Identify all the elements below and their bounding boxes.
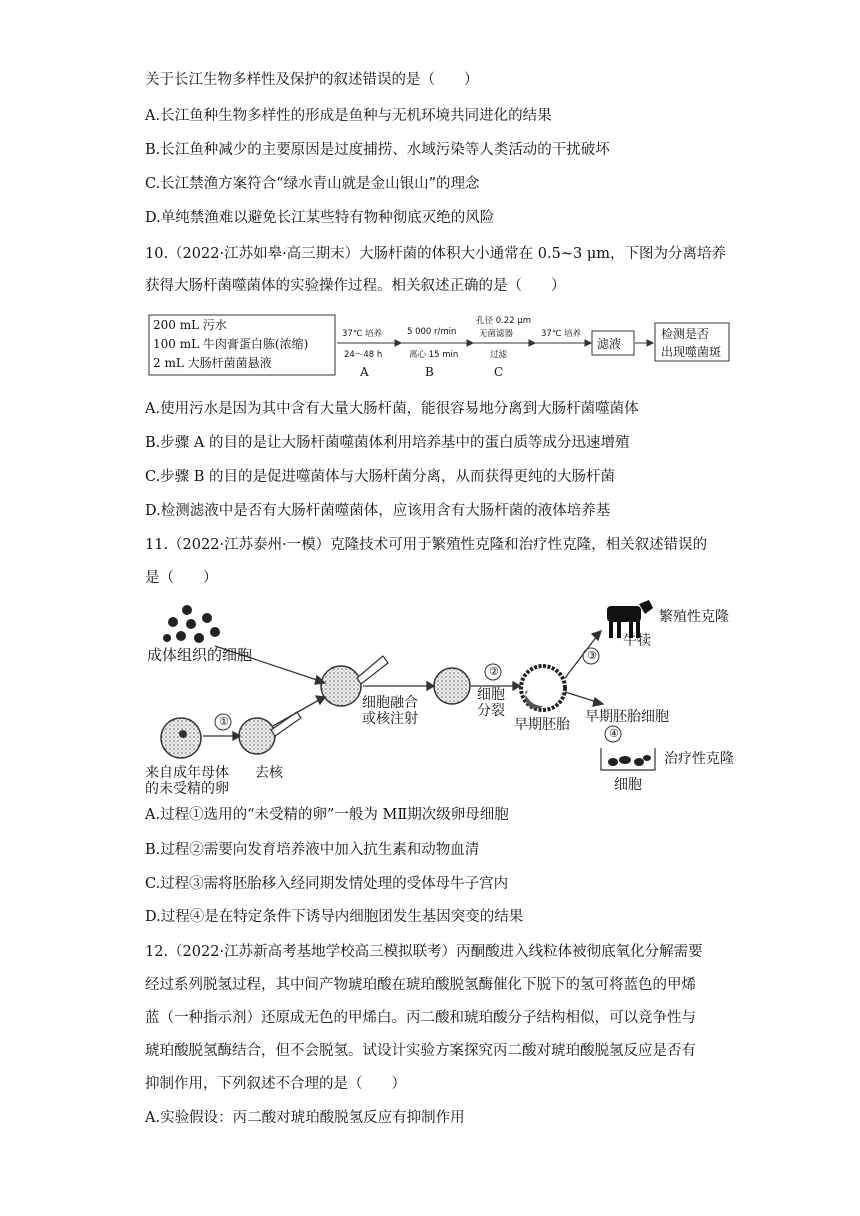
q9-stem: 关于长江生物多样性及保护的叙述错误的是（ ） <box>145 72 479 88</box>
q10-input-line-2: 100 mL 牛肉膏蛋白胨(浓缩) <box>153 337 309 351</box>
q10-step-b-letter: B <box>425 365 434 379</box>
step-3-number: ③ <box>587 649 597 662</box>
step-2-number: ② <box>489 665 499 678</box>
q10-step-c-pore: 孔径 0.22 μm <box>476 316 532 326</box>
therapeutic-cloning-label: 治疗性克隆 <box>664 751 734 767</box>
q10-option-b: B.步骤 A 的目的是让大肠杆菌噬菌体利用培养基中的蛋白质等成分迅速增殖 <box>145 435 630 451</box>
q11-option-c: C.过程③需将胚胎移入经同期发情处理的受体母牛子宫内 <box>145 876 509 892</box>
q10-step-c-filter: 无菌滤器 <box>479 329 514 339</box>
step-1-number: ① <box>219 715 229 728</box>
q9-option-a: A.长江鱼种生物多样性的形成是鱼种与无机环境共同进化的结果 <box>145 108 552 124</box>
egg-cell-icon <box>161 718 201 758</box>
q12-stem-line-2: 经过系列脱氢过程，其中间产物琥珀酸在琥珀酸脱氢酶催化下脱下的氢可将蓝色的甲烯 <box>145 977 696 993</box>
q10-step-a-letter: A <box>360 365 369 379</box>
q10-step-a-time: 24～48 h <box>344 350 383 360</box>
q11-stem-line-2: 是（ ） <box>145 570 218 586</box>
cells-label: 细胞 <box>614 777 642 793</box>
q11-option-d: D.过程④是在特定条件下诱导内细胞团发生基因突变的结果 <box>145 909 524 925</box>
q11-stem-line-1: 11.（2022·江苏泰州·一模）克隆技术可用于繁殖性克隆和治疗性克隆，相关叙述错误的 <box>145 537 708 553</box>
q12-stem-line-1: 12.（2022·江苏新高考基地学校高三模拟联考）丙酮酸进入线粒体被彻底氧化分解需要 <box>145 944 703 960</box>
division-label-line-1: 细胞 <box>477 687 505 703</box>
calf-label: 牛犊 <box>623 633 651 649</box>
q10-stem-line-2: 获得大肠杆菌噬菌体的实验操作过程。相关叙述正确的是（ ） <box>145 278 566 294</box>
egg-label-line-1: 来自成年母体 <box>145 765 229 781</box>
q10-input-line-1: 200 mL 污水 <box>153 318 227 332</box>
q12-option-a: A.实验假设：丙二酸对琥珀酸脱氢反应有抑制作用 <box>145 1110 465 1126</box>
q9-option-b: B.长江鱼种减少的主要原因是过度捕捞、水域污染等人类活动的干扰破坏 <box>145 142 610 158</box>
q10-step-b-time: 离心 15 min <box>409 350 459 360</box>
division-label-line-2: 分裂 <box>477 703 505 719</box>
q10-step-a-condition: 37℃ 培养 <box>342 329 383 339</box>
q10-step-c-action: 过滤 <box>490 350 508 360</box>
fusion-label-line-1: 细胞融合 <box>362 695 418 711</box>
q11-figure <box>145 596 750 797</box>
culture-dish-icon <box>601 748 655 770</box>
q10-option-c: C.步骤 B 的目的是促进噬菌体与大肠杆菌分离，从而获得更纯的大肠杆菌 <box>145 469 616 485</box>
q11-option-b: B.过程②需要向发育培养液中加入抗生素和动物血清 <box>145 842 480 858</box>
q11-option-a: A.过程①选用的“未受精的卵”一般为 MⅡ期次级卵母细胞 <box>145 807 509 823</box>
enucleate-label: 去核 <box>255 765 283 781</box>
q9-option-c: C.长江禁渔方案符合“绿水青山就是金山银山”的理念 <box>145 176 480 192</box>
dividing-cell-icon <box>434 668 470 704</box>
reproductive-cloning-label: 繁殖性克隆 <box>659 609 729 625</box>
q10-option-d: D.检测滤液中是否有大肠杆菌噬菌体，应该用含有大肠杆菌的液体培养基 <box>145 503 611 519</box>
q10-option-a: A.使用污水是因为其中含有大量大肠杆菌，能很容易地分离到大肠杆菌噬菌体 <box>145 401 639 417</box>
q10-detect-line-2: 出现噬菌斑 <box>661 345 722 359</box>
q10-detect-line-1: 检测是否 <box>661 327 710 341</box>
embryo-cells-label: 早期胚胎细胞 <box>585 709 669 725</box>
somatic-cell-label: 成体组织的细胞 <box>147 646 253 664</box>
q10-stem-line-1: 10.（2022·江苏如皋·高三期末）大肠杆菌的体积大小通常在 0.5~3 μm，下图为分离培养 <box>145 246 727 262</box>
q10-input-line-3: 2 mL 大肠杆菌菌悬液 <box>153 356 272 370</box>
enucleated-cell-icon <box>239 718 275 754</box>
step-4-number: ④ <box>609 727 619 740</box>
early-embryo-label: 早期胚胎 <box>514 717 570 733</box>
q12-stem-line-5: 抑制作用，下列叙述不合理的是（ ） <box>145 1076 406 1092</box>
fusion-label-line-2: 或核注射 <box>362 711 418 727</box>
q12-stem-line-4: 琥珀酸脱氢酶结合，但不会脱氢。试设计实验方案探究丙二酸对琥珀酸脱氢反应是否有 <box>145 1043 696 1059</box>
q12-stem-line-3: 蓝（一种指示剂）还原成无色的甲烯白。丙二酸和琥珀酸分子结构相似，可以竞争性与 <box>145 1010 696 1026</box>
egg-label-line-2: 的未受精的卵 <box>145 781 229 797</box>
fused-cell-icon <box>321 666 361 706</box>
q10-figure <box>145 311 735 383</box>
somatic-cells-icon <box>163 605 220 643</box>
q10-filtrate-label: 滤液 <box>597 337 622 351</box>
q10-step-d-condition: 37℃ 培养 <box>541 329 582 339</box>
q9-option-d: D.单纯禁渔难以避免长江某些特有物种彻底灭绝的风险 <box>145 210 495 226</box>
q10-step-b-speed: 5 000 r/min <box>407 327 457 337</box>
q10-step-c-letter: C <box>494 365 504 379</box>
